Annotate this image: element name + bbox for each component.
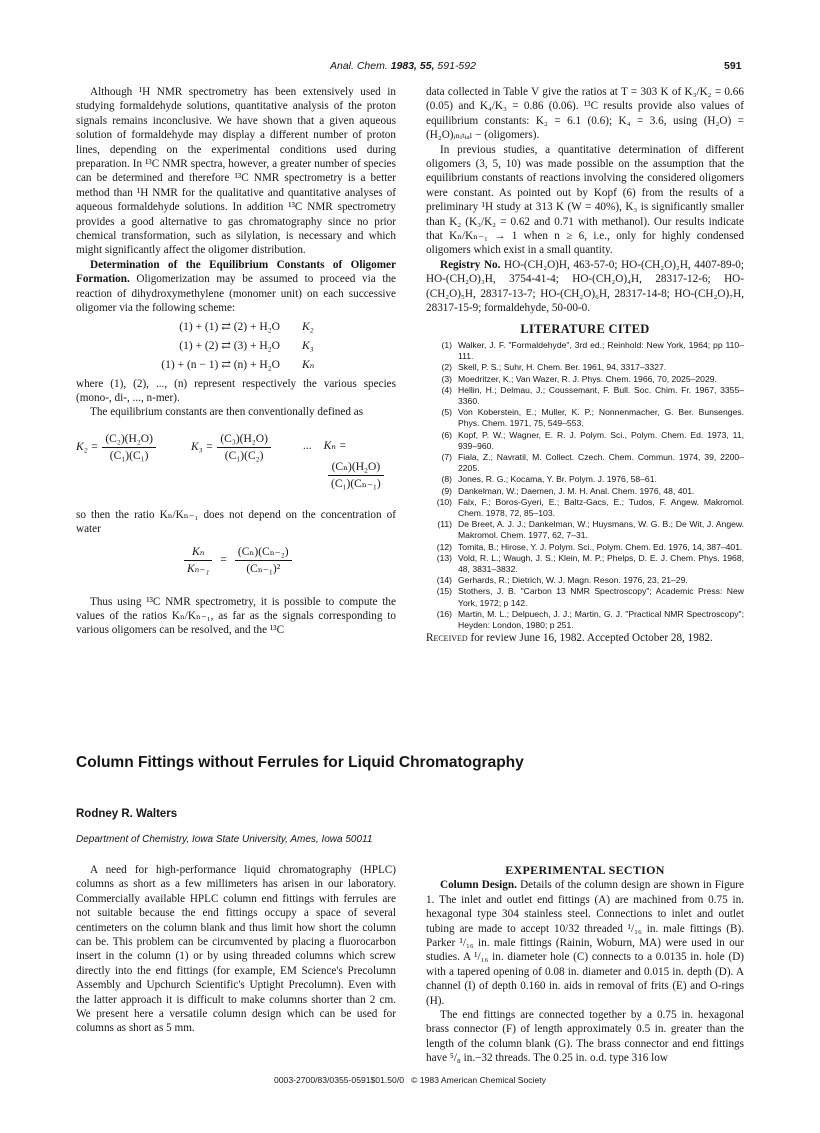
scheme-constant: K₂ <box>302 320 314 333</box>
reference-number: (10) <box>436 496 452 507</box>
reference-number: (16) <box>436 608 452 619</box>
article-affiliation: Department of Chemistry, Iowa State University, Ames, Iowa 50011 <box>76 834 373 845</box>
paragraph-species: where (1), (2), ..., (n) represent respectively the various species (mono-, di-, ..., n-mer). <box>76 377 396 404</box>
ratio-right-numerator: (Cₙ)(Cₙ₋₂) <box>235 545 292 561</box>
reference-text: Falx, F.; Boros-Gyeri, E.; Baltz-Gacs, E.; Tudos, F. Angew. Makromol. Chem. 1978, 72, 85–103. <box>458 496 744 518</box>
reference-item <box>426 385 744 407</box>
footer-code: 0003-2700/83/0355-0591$01.50/0 <box>274 1075 404 1085</box>
scheme-row <box>76 337 396 356</box>
equation-k2 <box>76 432 156 464</box>
reference-text: Skell, P. S.; Suhr, H. Chem. Ber. 1961, 94, 3317–3327. <box>458 362 667 373</box>
reference-item <box>426 486 744 497</box>
ratio-right-fraction <box>235 545 292 577</box>
equilibrium-equations <box>76 426 396 504</box>
scheme-reaction: (1) + (n − 1) ⇄ (n) + H₂O <box>161 358 280 371</box>
article-title: Column Fittings without Ferrules for Liquid Chromatography <box>76 754 524 771</box>
equation-kn-head <box>303 439 347 453</box>
ratio-equation-body <box>184 545 292 577</box>
scheme-row <box>76 356 396 375</box>
equation-kn-numerator: (Cₙ)(H₂O) <box>328 460 384 476</box>
equation-kn-denominator: (C₁)(Cₙ₋₁) <box>331 478 381 491</box>
reference-item <box>426 452 744 474</box>
equation-k3-numerator: (C₃)(H₂O) <box>217 432 271 448</box>
journal-citation <box>330 60 476 72</box>
reference-number: (4) <box>441 384 452 395</box>
scheme-reaction: (1) + (1) ⇄ (2) + H₂O <box>179 320 280 333</box>
reference-item <box>426 362 744 373</box>
paragraph-ratio: so then the ratio Kₙ/Kₙ₋₁ does not depend on the concentration of water <box>76 508 396 536</box>
reference-text: Hellin, H.; Delmau, J.; Coussemant, F. Bull. Soc. Chim. Fr. 1967, 3355–3360. <box>458 384 744 406</box>
reference-number: (3) <box>441 373 452 384</box>
reference-number: (2) <box>441 362 452 373</box>
reference-number: (9) <box>441 485 452 496</box>
ratio-right-denominator: (Cₙ₋₁)² <box>246 562 281 575</box>
paragraph-previous-studies: In previous studies, a quantitative determination of different oligomers (3, 5, 10) was made possible on the assumption that the equilibrium constants of reactions involving the considered oligomers were constant. As pointed out by Kopf (6) from the results of a preliminary ¹H study at 313 K (W = 40%), K₃ is significantly smaller than K₂ (K₃/K₂ = 0.62 and 0.71 with methanol). Our results indicate that Kₙ/Kₙ₋₁ → 1 when n ≥ 6, i.e., only for highly condensed oligomers which exist in a small quantity. <box>426 143 744 257</box>
paragraph-equilibrium <box>76 258 396 316</box>
article-left-column <box>76 863 396 1036</box>
reference-number: (11) <box>437 519 452 530</box>
scheme-reaction: (1) + (2) ⇄ (3) + H₂O <box>179 339 280 352</box>
reaction-scheme <box>76 318 396 375</box>
reference-number: (15) <box>436 586 452 597</box>
reference-item <box>426 374 744 385</box>
reference-item <box>426 553 744 575</box>
reference-number: (13) <box>436 552 452 563</box>
reference-item <box>426 407 744 429</box>
paragraph-thus: Thus using ¹³C NMR spectrometry, it is possible to compute the values of the ratios Kₙ/Kₙ₋₁, as far as the signals corresponding to various oligomers can be resolved, and the ¹³C <box>76 595 396 637</box>
reference-item <box>426 497 744 519</box>
equation-k3-denominator: (C₁)(C₂) <box>224 450 264 463</box>
received-note <box>426 631 744 645</box>
ratio-equals: = <box>220 554 227 567</box>
equation-k2-fraction <box>102 432 156 464</box>
paragraph-equilibrium-text: Oligomerization may be assumed to proceed via the reaction of dihydroxymethylene (monomer unit) on each successive oligomer via the following scheme: <box>76 273 396 315</box>
page-number: 591 <box>724 60 742 72</box>
scheme-constant: Kₙ <box>302 358 315 371</box>
received-label: Received <box>426 632 468 645</box>
reference-number: (7) <box>441 451 452 462</box>
equation-k2-denominator: (C₁)(C₁) <box>109 450 149 463</box>
paragraph-constants: The equilibrium constants are then conventionally defined as <box>90 406 364 419</box>
reference-number: (8) <box>441 474 452 485</box>
reference-item <box>426 542 744 553</box>
paragraph-end-fittings: The end fittings are connected together by a 0.75 in. hexagonal brass connector (F) of length approximately 0.5 in. greater than the length of the column blank (G). The brass connector and end fittings have ⁵/₈ in.−32 threads. The 0.25 in. o.d. type 316 low <box>426 1009 744 1065</box>
reference-number: (1) <box>441 339 452 350</box>
reference-number: (6) <box>441 429 452 440</box>
right-column <box>426 85 744 646</box>
reference-item <box>426 575 744 586</box>
reference-text: Kopf, P. W.; Wagner, E. R. J. Polym. Sci., Polym. Chem. Ed. 1973, 11, 939–960. <box>458 429 744 451</box>
reference-text: Von Koberstein, E.; Muller, K. P.; Nonnenmacher, G. Ber. Bunsenges. Phys. Chem. 1971, 75, 549–553. <box>458 407 744 429</box>
paragraph-table-v: data collected in Table V give the ratios at T = 303 K of K₃/K₂ = 0.66 (0.05) and K₄/K₃ = 0.86 (0.06). ¹³C results provide also values of equilibrium constants: K₂ = 6.1 (0.6); K₄ = 3.6, using (H₂O) = (H₂O)ᵢₙᵢₜᵢₐₗ − (oligomers). <box>426 86 744 142</box>
page-footer <box>0 1075 820 1085</box>
equation-k2-numerator: (C₂)(H₂O) <box>102 432 156 448</box>
registry-numbers <box>426 258 744 316</box>
section-heading-equilibrium: Determination of the Equilibrium Constants of Oligomer Formation. <box>76 258 396 286</box>
equation-kn <box>328 460 384 492</box>
reference-text: Martin, M. L.; Delpuech, J. J.; Martin, G. J. "Practical NMR Spectroscopy"; Heyden: London, 1980; p 251. <box>458 608 744 630</box>
paragraph-intro: A need for high-performance liquid chromatography (HPLC) columns as short as a few millimeters has arisen in our laboratory. Commercially available HPLC column end fittings with ferrules are not suitable because the end fittings occupy a space of several centimeters on the column blank and thus limit how short the column can be. This problem can be circumvented by placing a fluorocarbon insert in the column (1) or by using threaded columns which screw directly into the end fittings (for example, EM Science's Precolumn Assembly and Upchurch Scientific's Uptight Precolumn). Even with the latter approach it is difficult to make columns shorter than 2 cm. We present here a versatile column design which can be used for columns as short as 5 mm. <box>76 864 396 1035</box>
reference-item <box>426 519 744 541</box>
reference-text: Dankelman, W.; Daemen, J. M. H. Anal. Chem. 1976, 48, 401. <box>458 485 695 496</box>
reference-text: Walker, J. F. "Formaldehyde", 3rd ed.; Reinhold: New York, 1964; pp 110–111. <box>458 339 744 362</box>
equation-ellipsis: ... <box>303 439 312 452</box>
column-design-text: Details of the column design are shown in Figure 1. The inlet and outlet end fittings (A) are machined from 0.75 in. hexagonal type 304 stainless steel. Connections to inlet and outlet tubing are made to accept 10/32 threaded ¹/₁₆ in. male fittings (B). Parker ¹/₁₆ in. male fittings (Rainin, Woburn, MA) were used in our studies. A ¹/₁₆ in. diameter hole (C) connects to a 0.0135 in. hole (D) with a tapered opening of 0.08 in. diameter and 0.015 in. depth (D). A channel (I) of depth 0.160 in. aids in removal of frits (E) and O-rings (H). <box>426 879 744 1007</box>
journal-name: Anal. Chem. <box>330 60 388 72</box>
reference-text: Fiala, Z.; Navratil, M. Collect. Czech. Chem. Commun. 1974, 39, 2200–2205. <box>458 451 744 474</box>
reference-number: (12) <box>436 541 452 552</box>
reference-number: (14) <box>436 575 452 586</box>
reference-text: De Breet, A. J. J.; Dankelman, W.; Huysmans, W. G. B.; De Wit, J. Angew. Makromol. Chem. 1977, 62, 7–31. <box>458 519 744 541</box>
reference-text: Tomita, B.; Hirose, Y. J. Polym. Sci., Polym. Chem. Ed. 1976, 14, 387–401. <box>458 541 743 552</box>
ratio-left-fraction <box>184 545 212 577</box>
reference-item <box>426 609 744 631</box>
reference-list <box>426 340 744 631</box>
equation-k2-lhs: K₂ = <box>76 441 99 454</box>
paragraph-nmr: Although ¹H NMR spectrometry has been extensively used in studying formaldehyde solutions, quantitative analysis of the proton signals remains inconclusive. We have shown that a given aqueous solution of formaldehyde may display a different number of proton lines, depending on the experimental conditions used during preparation. In ¹³C NMR spectra, however, a greater number of species can be determined and therefore ¹³C NMR spectrometry is a better method than ¹H NMR for the qualitative and quantitative analyses of aqueous formaldehyde solutions. In addition ¹³C NMR spectrometry provides a good alternative to gas chromatography since no prior chemical transformation, such as silylation, is necessary and which might significantly affect the oligomer distribution. <box>76 86 396 257</box>
scheme-row <box>76 318 396 337</box>
registry-heading: Registry No. <box>440 258 501 271</box>
received-text: for review June 16, 1982. Accepted October 28, 1982. <box>470 632 713 645</box>
reference-item <box>426 430 744 452</box>
reference-text: Stothers, J. B. "Carbon 13 NMR Spectroscopy"; Academic Press: New York, 1972; p 142. <box>458 586 744 608</box>
column-design-heading: Column Design. <box>440 879 517 892</box>
left-column <box>76 85 396 638</box>
reference-item <box>426 586 744 608</box>
reference-item <box>426 340 744 362</box>
equation-k3 <box>191 432 271 464</box>
scheme-constant: K₃ <box>302 339 314 352</box>
journal-year-volume: 1983, 55, <box>390 60 435 72</box>
equation-kn-lhs: Kₙ = <box>323 439 347 452</box>
ratio-equation <box>76 543 396 587</box>
equation-k3-lhs: K₃ = <box>191 441 214 454</box>
experimental-section-heading: EXPERIMENTAL SECTION <box>505 863 665 877</box>
article-author: Rodney R. Walters <box>76 808 178 820</box>
reference-text: Vold, R. L.; Waugh, J. S.; Klein, M. P.; Phelps, D. E. J. Chem. Phys. 1968, 48, 3831–3832. <box>458 552 744 574</box>
literature-cited-heading: LITERATURE CITED <box>520 321 650 336</box>
running-header <box>0 60 820 76</box>
reference-number: (5) <box>441 407 452 418</box>
article-right-column <box>426 863 744 1066</box>
reference-item <box>426 474 744 485</box>
equation-k3-fraction <box>217 432 271 464</box>
ratio-left-denominator: Kₙ₋₁ <box>187 562 210 575</box>
reference-text: Moedritzer, K.; Van Wazer, R. J. Phys. Chem. 1966, 70, 2025–2029. <box>458 373 717 384</box>
equation-kn-fraction <box>328 460 384 492</box>
reference-text: Gerhards, R.; Dietrich, W. J. Magn. Reson. 1976, 23, 21–29. <box>458 575 688 586</box>
paragraph-column-design <box>426 878 744 1008</box>
ratio-left-numerator: Kₙ <box>184 545 212 561</box>
reference-text: Jones, R. G.; Kocama, Y. Br. Polym. J. 1976, 58–61. <box>458 474 657 485</box>
footer-copyright: © 1983 American Chemical Society <box>411 1075 546 1085</box>
journal-pages: 591-592 <box>437 60 476 72</box>
registry-text: HO-(CH₂O)H, 463-57-0; HO-(CH₂O)₂H, 4407-89-0; HO-(CH₂O)₃H, 3754-41-4; HO-(CH₂O)₄H, 28317-12-6; HO-(CH₂O)₅H, 28317-13-7; HO-(CH₂O)₆H, 28317-14-8; HO-(CH₂O)₇H, 28317-15-9; formaldehyde, 50-00-0. <box>426 258 745 315</box>
